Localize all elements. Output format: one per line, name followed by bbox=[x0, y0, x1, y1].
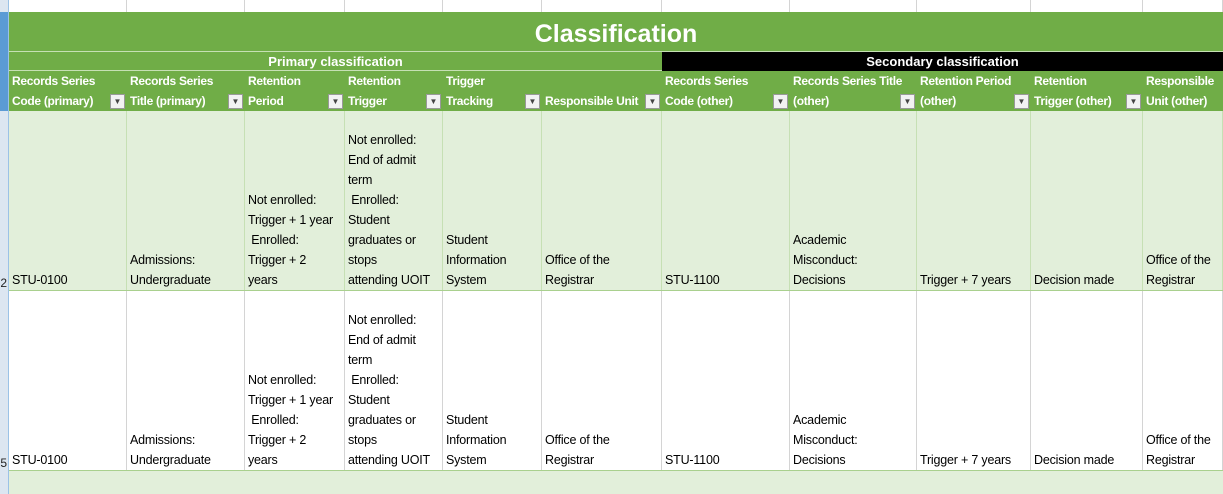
column-header: Responsible Unit (other) bbox=[1146, 74, 1215, 108]
column-header: Retention Period (other) bbox=[920, 74, 1012, 108]
filter-dropdown-button[interactable]: ▼ bbox=[773, 94, 788, 109]
empty-row bbox=[9, 471, 1223, 494]
cell-text: Decision made bbox=[1034, 453, 1115, 467]
table-cell[interactable] bbox=[542, 291, 662, 470]
grid-cell[interactable] bbox=[790, 0, 917, 12]
grid-cell[interactable] bbox=[662, 0, 790, 12]
cell-text: Admissions: Undergraduate bbox=[130, 253, 211, 287]
grid-cell[interactable] bbox=[443, 0, 542, 12]
column-header: Retention Period bbox=[248, 74, 301, 108]
row-header[interactable] bbox=[0, 111, 9, 291]
filter-dropdown-button[interactable]: ▼ bbox=[328, 94, 343, 109]
column-header: Records Series Code (primary) bbox=[12, 74, 96, 108]
grid-cell[interactable] bbox=[542, 0, 662, 12]
filter-dropdown-button[interactable]: ▼ bbox=[228, 94, 243, 109]
filter-dropdown-button[interactable]: ▼ bbox=[110, 94, 125, 109]
cell-text: Decision made bbox=[1034, 273, 1115, 287]
cell-text: STU-0100 bbox=[12, 453, 68, 467]
cell-text: STU-1100 bbox=[665, 273, 720, 287]
cell-text: Trigger + 7 years bbox=[920, 453, 1011, 467]
table-cell[interactable] bbox=[1031, 291, 1143, 470]
table-cell[interactable] bbox=[662, 291, 790, 470]
sheet-title: Classification bbox=[9, 12, 1223, 52]
table-cell[interactable] bbox=[127, 291, 245, 470]
cell-text: Not enrolled: Trigger + 1 year Enrolled: Trigger + 2 years bbox=[248, 373, 333, 467]
filter-dropdown-button[interactable]: ▼ bbox=[900, 94, 915, 109]
cell-text: Office of the Registrar bbox=[545, 253, 610, 287]
cell-text: Student Information System bbox=[446, 413, 507, 467]
cell-text: Not enrolled: End of admit term Enrolled: Student graduates or stops attending UOIT bbox=[348, 313, 430, 467]
table-cell[interactable] bbox=[9, 111, 127, 290]
column-header: Records Series Title (primary) bbox=[130, 74, 214, 108]
column-header: Trigger Tracking bbox=[446, 74, 493, 108]
table-cell[interactable] bbox=[1031, 111, 1143, 290]
cell-text: Academic Misconduct: Decisions bbox=[793, 413, 858, 467]
filter-dropdown-button[interactable]: ▼ bbox=[1014, 94, 1029, 109]
table-cell[interactable] bbox=[662, 111, 790, 290]
table-cell[interactable] bbox=[443, 111, 542, 290]
cell-text: Student Information System bbox=[446, 233, 507, 287]
table-cell[interactable] bbox=[245, 291, 345, 470]
cell-text: Not enrolled: End of admit term Enrolled: Student graduates or stops attending UOIT bbox=[348, 133, 430, 287]
cell-text: Office of the Registrar bbox=[1146, 433, 1211, 467]
row-header[interactable] bbox=[0, 0, 9, 12]
secondary-classification-header: Secondary classification bbox=[662, 52, 1223, 71]
cell-text: Office of the Registrar bbox=[1146, 253, 1211, 287]
table-cell[interactable] bbox=[542, 111, 662, 290]
grid-cell[interactable] bbox=[1031, 0, 1143, 12]
cell-text: Admissions: Undergraduate bbox=[130, 433, 211, 467]
cell-text: STU-0100 bbox=[12, 273, 68, 287]
table-cell[interactable] bbox=[1143, 111, 1223, 290]
cell-text: Trigger + 7 years bbox=[920, 273, 1011, 287]
filter-dropdown-button[interactable]: ▼ bbox=[1126, 94, 1141, 109]
table-cell[interactable] bbox=[790, 111, 917, 290]
column-gridline-row bbox=[9, 0, 1223, 12]
cell-text: STU-1100 bbox=[665, 453, 720, 467]
row-header[interactable] bbox=[0, 471, 9, 494]
grid-cell[interactable] bbox=[917, 0, 1031, 12]
grid-cell[interactable] bbox=[127, 0, 245, 12]
row-number: 5 bbox=[0, 456, 7, 470]
table-cell[interactable] bbox=[9, 291, 127, 470]
row-header[interactable] bbox=[0, 291, 9, 471]
cell-text: Academic Misconduct: Decisions bbox=[793, 233, 858, 287]
cell-text: Office of the Registrar bbox=[545, 433, 610, 467]
table-cell[interactable] bbox=[1143, 291, 1223, 470]
row-number: 2 bbox=[0, 276, 7, 290]
grid-cell[interactable] bbox=[345, 0, 443, 12]
table-cell[interactable] bbox=[917, 291, 1031, 470]
table-row bbox=[9, 111, 1223, 291]
filter-dropdown-button[interactable]: ▼ bbox=[525, 94, 540, 109]
grid-cell[interactable] bbox=[9, 0, 127, 12]
column-header: Retention Trigger bbox=[348, 74, 401, 108]
primary-classification-header: Primary classification bbox=[9, 52, 662, 71]
table-cell[interactable] bbox=[917, 111, 1031, 290]
table-cell[interactable] bbox=[345, 291, 443, 470]
column-header: Responsible Unit bbox=[545, 94, 639, 108]
table-cell[interactable] bbox=[127, 111, 245, 290]
column-header: Records Series Title (other) bbox=[793, 74, 903, 108]
table-cell[interactable] bbox=[245, 111, 345, 290]
grid-cell[interactable] bbox=[245, 0, 345, 12]
filter-dropdown-button[interactable]: ▼ bbox=[645, 94, 660, 109]
table-row bbox=[9, 291, 1223, 471]
grid-cell[interactable] bbox=[1143, 0, 1223, 12]
filter-dropdown-button[interactable]: ▼ bbox=[426, 94, 441, 109]
column-header: Records Series Code (other) bbox=[665, 74, 749, 108]
cell-text: Not enrolled: Trigger + 1 year Enrolled: Trigger + 2 years bbox=[248, 193, 333, 287]
column-header: Retention Trigger (other) bbox=[1034, 74, 1112, 108]
table-cell[interactable] bbox=[443, 291, 542, 470]
table-cell[interactable] bbox=[790, 291, 917, 470]
table-cell[interactable] bbox=[345, 111, 443, 290]
row-header-selected[interactable] bbox=[0, 12, 9, 111]
